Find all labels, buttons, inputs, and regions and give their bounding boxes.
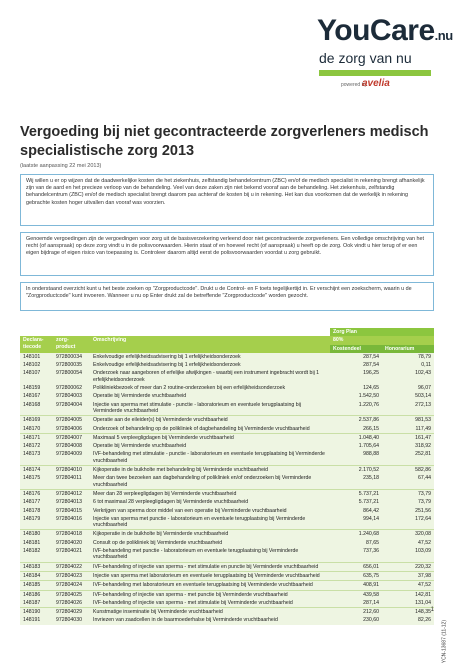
table-row — [20, 433, 434, 442]
cell-honorarium: 148,35 — [382, 608, 434, 617]
cell-zorgproduct: 972800034 — [53, 353, 90, 361]
cell-kostendeel: 196,25 — [330, 369, 382, 384]
cell-declaratiecode: 148182 — [20, 547, 53, 562]
cell-declaratiecode: 148173 — [20, 450, 53, 465]
table-row — [20, 442, 434, 450]
cell-omschrijving: Consult op de polikliniek bij Verminderde vruchtbaarheid — [90, 539, 330, 547]
cell-kostendeel: 212,60 — [330, 608, 382, 617]
cell-declaratiecode: 148179 — [20, 515, 53, 530]
table-row — [20, 599, 434, 608]
cell-declaratiecode: 148168 — [20, 401, 53, 416]
table-row — [20, 425, 434, 434]
cell-omschrijving: Kijkoperatie in de buikholte bij Verminderde vruchtbaarheid — [90, 530, 330, 539]
cell-omschrijving: Onderzoek of behandeling op de polikliniek of dagbehandeling bij Verminderde vruchtbaarheid — [90, 425, 330, 434]
cell-kostendeel: 5.737,21 — [330, 498, 382, 506]
table-row — [20, 489, 434, 498]
table-row — [20, 530, 434, 539]
cell-omschrijving: Injectie van sperma met stimulatie - punctie - laboratorieum en eventuele terugplaatsing bij Verminderde vruchtbaarheid — [90, 401, 330, 416]
cell-honorarium: 318,92 — [382, 442, 434, 450]
cell-omschrijving: Verkrijgen van sperma door middel van een operatie bij Verminderde vruchtbaarheid — [90, 507, 330, 515]
table-row — [20, 498, 434, 506]
cell-kostendeel: 230,60 — [330, 616, 382, 624]
cell-declaratiecode: 148171 — [20, 433, 53, 442]
table-row — [20, 369, 434, 384]
cell-declaratiecode: 148174 — [20, 466, 53, 475]
cell-kostendeel: 87,65 — [330, 539, 382, 547]
cell-zorgproduct: 972800062 — [53, 384, 90, 392]
cell-zorgproduct: 972804022 — [53, 562, 90, 571]
table-row — [20, 581, 434, 590]
cell-kostendeel: 439,58 — [330, 590, 382, 599]
cell-declaratiecode: 148190 — [20, 608, 53, 617]
cell-kostendeel: 864,42 — [330, 507, 382, 515]
cell-omschrijving: Kijkoperatie in de buikholte met behandeling bij Verminderde vruchtbaarheid — [90, 466, 330, 475]
cell-honorarium: 252,81 — [382, 450, 434, 465]
page-number: 1 — [430, 607, 434, 613]
table-row — [20, 539, 434, 547]
table-row — [20, 507, 434, 515]
coverage-box: Genoemde vergoedingen zijn de vergoedingen voor zorg uit de basisverzekering verleend door niet gecontracteerde zorgverleners. Een volledige omschrijving van het recht (of aanspraak) op deze zorg vindt u in de polisvoorwaarden. Hierin staat of en hoeveel recht (of aanspraak) u heeft op de zorg. Ook vindt u hier terug of er een eigen bijdrage of eigen risico van toepassing is. Controleer daarom altijd eerst de polisvoorwaarden voordat u zorg gebruikt. — [20, 232, 434, 276]
cell-kostendeel: 988,88 — [330, 450, 382, 465]
header-percentage: 80% — [330, 336, 434, 344]
cell-kostendeel: 287,54 — [330, 361, 382, 369]
table-row — [20, 401, 434, 416]
page-title: Vergoeding bij niet gecontracteerde zorgverleners medisch specialistische zorg 2013 — [20, 124, 429, 159]
cell-honorarium: 96,07 — [382, 384, 434, 392]
cell-kostendeel: 2.170,52 — [330, 466, 382, 475]
cell-kostendeel: 266,15 — [330, 425, 382, 434]
cell-zorgproduct: 972804007 — [53, 433, 90, 442]
cell-declaratiecode: 148170 — [20, 425, 53, 434]
table-row — [20, 590, 434, 599]
cell-omschrijving: Kunstmatige inseminatie bij Verminderde vruchtbaarheid — [90, 608, 330, 617]
cell-honorarium: 161,47 — [382, 433, 434, 442]
cell-kostendeel: 994,14 — [330, 515, 382, 530]
cell-honorarium: 220,32 — [382, 562, 434, 571]
cell-zorgproduct: 972804012 — [53, 489, 90, 498]
cell-kostendeel: 408,91 — [330, 581, 382, 590]
cell-omschrijving: Injectie van sperma met punctie - laboratorieum en eventuele terugplaatsing bij Verminderde vruchtbaarheid — [90, 515, 330, 530]
cell-honorarium: 37,98 — [382, 571, 434, 580]
cell-zorgproduct: 972804009 — [53, 450, 90, 465]
cell-declaratiecode: 148185 — [20, 581, 53, 590]
cell-omschrijving: Injectie van sperma met laboratorieum en eventuele terugplaatsing bij Verminderde vruchtbaarheid — [90, 571, 330, 580]
cell-omschrijving: IVF-behandeling of injectie van sperma - met stimulatie bij Verminderde vruchtbaarheid — [90, 599, 330, 608]
table-row — [20, 416, 434, 425]
cell-honorarium: 47,52 — [382, 581, 434, 590]
logo-powered-by: powered by — [341, 82, 367, 88]
cell-declaratiecode: 148178 — [20, 507, 53, 515]
cell-declaratiecode: 148159 — [20, 384, 53, 392]
cell-zorgproduct: 972804005 — [53, 416, 90, 425]
cell-zorgproduct: 972804020 — [53, 539, 90, 547]
cell-kostendeel: 2.537,86 — [330, 416, 382, 425]
cell-honorarium: 103,09 — [382, 547, 434, 562]
cell-omschrijving: Operatie aan de eileider(s) bij Verminderde vruchtbaarheid — [90, 416, 330, 425]
cell-omschrijving: Enkelvoudige erfelijkheidsadvisering bij 1 erfelijkheidsonderzoek — [90, 353, 330, 361]
header-omschrijving: Omschrijving — [90, 336, 330, 353]
table-row — [20, 392, 434, 400]
cell-omschrijving: Meer dan 28 verpleegligdagen bij Verminderde vruchtbaarheid — [90, 489, 330, 498]
cell-omschrijving: IVF-behandeling met laboratorieum en eventuele terugplaatsing bij Verminderde vruchtbaarheid — [90, 581, 330, 590]
cell-zorgproduct: 972800035 — [53, 361, 90, 369]
table-row — [20, 450, 434, 465]
cell-honorarium: 503,14 — [382, 392, 434, 400]
logo-avelia: avelia — [362, 78, 390, 89]
cell-zorgproduct: 972804023 — [53, 571, 90, 580]
cell-omschrijving: Onderzoek naar aangeboren of erfelijke afwijkingen - waarbij een instrument ingebracht wordt bij 1 erfelijkheidsonderzoek — [90, 369, 330, 384]
cell-declaratiecode: 148169 — [20, 416, 53, 425]
logo-bar — [319, 70, 431, 76]
cell-zorgproduct: 972804011 — [53, 474, 90, 489]
cell-declaratiecode: 148191 — [20, 616, 53, 624]
cell-omschrijving: Polikliniekbezoek of meer dan 2 routine-onderzoeken bij een erfelijkheidsonderzoek — [90, 384, 330, 392]
cell-honorarium: 47,52 — [382, 539, 434, 547]
cell-zorgproduct: 972804016 — [53, 515, 90, 530]
cell-zorgproduct: 972800054 — [53, 369, 90, 384]
cell-zorgproduct: 972804024 — [53, 581, 90, 590]
cell-zorgproduct: 972804010 — [53, 466, 90, 475]
header-spacer — [20, 328, 330, 336]
search-tip-box: In onderstaand overzicht kunt u het beste zoeken op "Zorgproductcode". Drukt u de Control- en F toets tegelijkertijd in. Er verschijnt een zoekscherm, waarin u de "Zorgproductcode" kunt invoeren. Wanneer u nu op Enter drukt zal de betreffende "Zorgproductcode" worden gezocht. — [20, 282, 434, 311]
cell-honorarium: 78,79 — [382, 353, 434, 361]
cell-honorarium: 73,79 — [382, 498, 434, 506]
cell-omschrijving: IVF-behandeling met punctie - laboratorieum en eventuele terugplaatsing bij Verminderde vruchtbaarheid — [90, 547, 330, 562]
table-row — [20, 608, 434, 617]
cell-kostendeel: 1.220,76 — [330, 401, 382, 416]
cell-honorarium: 320,08 — [382, 530, 434, 539]
last-updated: (laatste aanpassing 22 mei 2013) — [20, 163, 102, 169]
cell-kostendeel: 656,01 — [330, 562, 382, 571]
table-row — [20, 616, 434, 624]
cell-omschrijving: Maximaal 5 verpleegligdagen bij Verminderde vruchtbaarheid — [90, 433, 330, 442]
cell-honorarium: 172,64 — [382, 515, 434, 530]
cell-zorgproduct: 972804013 — [53, 498, 90, 506]
cell-omschrijving: Enkelvoudige erfelijkheidsadvisering bij 1 erfelijkheidsonderzoek — [90, 361, 330, 369]
tariff-table — [20, 328, 434, 625]
header-kostendeel: Kostendeel — [330, 345, 382, 353]
cell-kostendeel: 1.048,40 — [330, 433, 382, 442]
cell-honorarium: 0,11 — [382, 361, 434, 369]
cell-honorarium: 102,43 — [382, 369, 434, 384]
header-declaratiecode: Declara-tiecode — [20, 336, 53, 353]
cell-zorgproduct: 972804029 — [53, 608, 90, 617]
cell-honorarium: 73,79 — [382, 489, 434, 498]
cell-declaratiecode: 148107 — [20, 369, 53, 384]
cell-kostendeel: 635,75 — [330, 571, 382, 580]
cell-omschrijving: IVF-behandeling met stimulatie - punctie - laboratorieum en eventuele terugplaatsing bij Verminderde vruchtbaarheid — [90, 450, 330, 465]
logo — [289, 12, 453, 107]
cell-honorarium: 142,81 — [382, 590, 434, 599]
cell-honorarium: 117,49 — [382, 425, 434, 434]
cell-kostendeel: 737,36 — [330, 547, 382, 562]
cell-declaratiecode: 148102 — [20, 361, 53, 369]
cell-kostendeel: 1.705,64 — [330, 442, 382, 450]
cell-kostendeel: 5.737,21 — [330, 489, 382, 498]
table-row — [20, 562, 434, 571]
table-row — [20, 515, 434, 530]
cell-kostendeel: 287,54 — [330, 353, 382, 361]
cell-declaratiecode: 148184 — [20, 571, 53, 580]
cell-kostendeel: 124,65 — [330, 384, 382, 392]
cell-kostendeel: 1.240,68 — [330, 530, 382, 539]
header-zorgproduct: zorg-product — [53, 336, 90, 353]
cell-declaratiecode: 148177 — [20, 498, 53, 506]
cell-honorarium: 272,13 — [382, 401, 434, 416]
logo-brand: YouCare.nu — [317, 14, 453, 47]
disclaimer-box: Wij willen u er op wijzen dat de daadwerkelijke kosten die het ziekenhuis, zelfstandig behandelcentrum (ZBC) en/of de medisch specialist in rekening brengt afhankelijk zijn van de aard en het precieze verloop van de behandeling. Veel van deze zaken zijn niet bekend vooraf aan de behandeling. Het ziekenhuis, zelfstandig behandelcentrum (ZBC) en/of de medisch specialist brengt daarom pas achteraf de kosten bij u in rekening. Het kan dus voorkomen dat de werkelijk in rekening gebrachte kosten hoger uitvallen dan vooraf was voorzien. — [20, 174, 434, 226]
cell-zorgproduct: 972804030 — [53, 616, 90, 624]
cell-zorgproduct: 972804015 — [53, 507, 90, 515]
cell-omschrijving: IVF-behandeling of injectie van sperma - met stimulatie en punctie bij Verminderde vruchtbaarheid — [90, 562, 330, 571]
cell-honorarium: 251,56 — [382, 507, 434, 515]
table-row — [20, 571, 434, 580]
cell-zorgproduct: 972804021 — [53, 547, 90, 562]
cell-omschrijving: Invriezen van zaadcellen in de baarmoederhalse bij Verminderde vruchtbaarheid — [90, 616, 330, 624]
cell-declaratiecode: 148180 — [20, 530, 53, 539]
cell-omschrijving: Meer dan twee bezoeken aan dagbehandeling of polikliniek en/of onderzoeken bij Verminderde vruchtbaarheid — [90, 474, 330, 489]
cell-declaratiecode: 148175 — [20, 474, 53, 489]
cell-zorgproduct: 972804018 — [53, 530, 90, 539]
cell-declaratiecode: 148186 — [20, 590, 53, 599]
cell-honorarium: 131,04 — [382, 599, 434, 608]
header-honorarium: Honorarium — [382, 345, 434, 353]
cell-zorgproduct: 972804003 — [53, 392, 90, 400]
cell-declaratiecode: 148101 — [20, 353, 53, 361]
cell-declaratiecode: 148183 — [20, 562, 53, 571]
document-code: YCN-13687 (11-12) — [441, 620, 447, 663]
cell-declaratiecode: 148172 — [20, 442, 53, 450]
logo-tagline: de zorg van nu — [319, 50, 412, 66]
cell-declaratiecode: 148176 — [20, 489, 53, 498]
cell-omschrijving: IVF-behandeling of injectie van sperma - met punctie bij Verminderde vruchtbaarheid — [90, 590, 330, 599]
table-row — [20, 353, 434, 361]
table-row — [20, 384, 434, 392]
cell-zorgproduct: 972804026 — [53, 599, 90, 608]
cell-honorarium: 582,86 — [382, 466, 434, 475]
cell-declaratiecode: 148167 — [20, 392, 53, 400]
cell-zorgproduct: 972804006 — [53, 425, 90, 434]
cell-zorgproduct: 972804004 — [53, 401, 90, 416]
cell-honorarium: 82,26 — [382, 616, 434, 624]
table-row — [20, 466, 434, 475]
table-row — [20, 547, 434, 562]
cell-declaratiecode: 148181 — [20, 539, 53, 547]
cell-declaratiecode: 148187 — [20, 599, 53, 608]
table-row — [20, 361, 434, 369]
cell-zorgproduct: 972804008 — [53, 442, 90, 450]
cell-honorarium: 67,44 — [382, 474, 434, 489]
cell-omschrijving: Operatie bij Verminderde vruchtbaarheid — [90, 442, 330, 450]
cell-zorgproduct: 972804025 — [53, 590, 90, 599]
cell-honorarium: 981,53 — [382, 416, 434, 425]
cell-omschrijving: Operatie bij Verminderde vruchtbaarheid — [90, 392, 330, 400]
cell-omschrijving: 6 tot maximaal 28 verpleegligdagen bij Verminderde vruchtbaarheid — [90, 498, 330, 506]
cell-kostendeel: 287,14 — [330, 599, 382, 608]
table-row — [20, 474, 434, 489]
cell-kostendeel: 235,18 — [330, 474, 382, 489]
header-plan: Zorg Plan — [330, 328, 434, 336]
cell-kostendeel: 1.542,50 — [330, 392, 382, 400]
